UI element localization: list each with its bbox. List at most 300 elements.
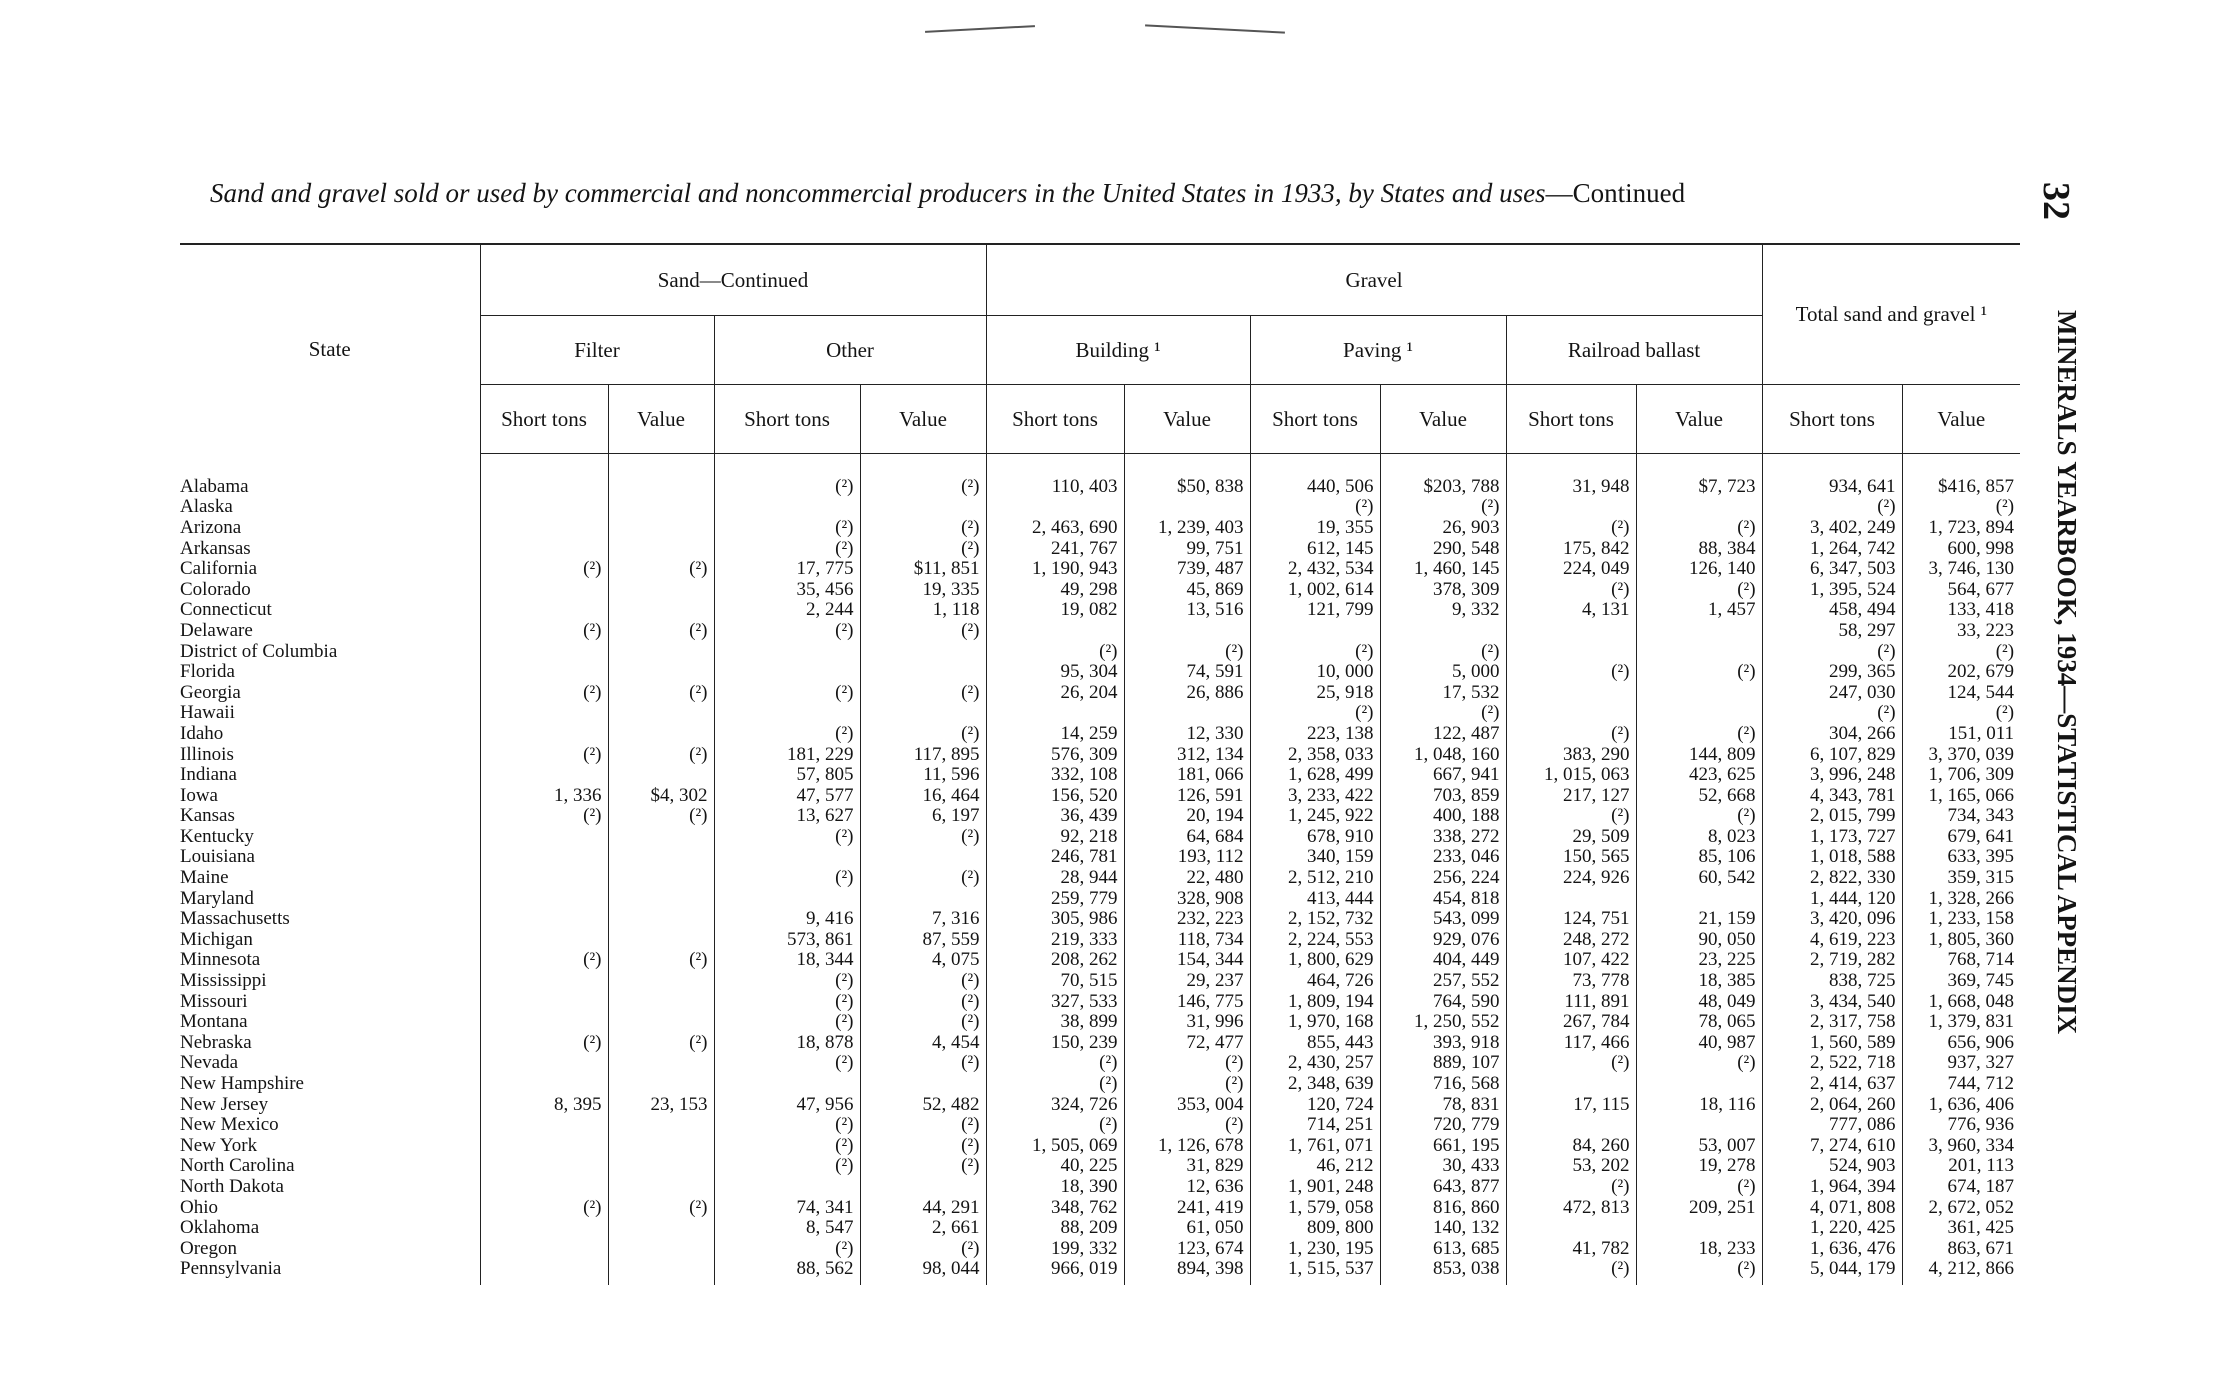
filter-short-tons-cell: [480, 1176, 608, 1197]
other-value-cell: [860, 641, 986, 662]
railroad-value-cell: (²): [1636, 579, 1762, 600]
paving-value-cell: 853, 038: [1380, 1259, 1506, 1286]
filter-value-header: Value: [608, 385, 714, 454]
railroad-short-tons-cell: 124, 751: [1506, 908, 1636, 929]
other-short-tons-cell: 8, 547: [714, 1217, 860, 1238]
state-cell: District of Columbia: [180, 640, 338, 662]
filter-short-tons-cell: [480, 1011, 608, 1032]
other-value-cell: 4, 075: [860, 950, 986, 971]
table-body: [180, 454, 2020, 1286]
total-value-cell: 4, 212, 866: [1902, 1259, 2020, 1286]
table-row: [180, 497, 2020, 518]
other-value-cell: [860, 661, 986, 682]
railroad-value-cell: [1636, 497, 1762, 518]
filter-value-cell: [608, 1053, 714, 1074]
railroad-short-tons-cell: (²): [1506, 661, 1636, 682]
table-row: [180, 454, 2020, 497]
total-value-cell: 744, 712: [1902, 1073, 2020, 1094]
other-value-cell: 19, 335: [860, 579, 986, 600]
total-short-tons-cell: 3, 996, 248: [1762, 764, 1902, 785]
railroad-short-tons-cell: 150, 565: [1506, 847, 1636, 868]
filter-value-cell: [608, 1238, 714, 1259]
building-short-tons-cell: 95, 304: [986, 661, 1124, 682]
state-cell: North Carolina: [180, 1155, 295, 1177]
filter-short-tons-cell: (²): [480, 620, 608, 641]
filter-value-cell: [608, 497, 714, 518]
building-value-cell: (²): [1124, 1073, 1250, 1094]
paving-value-cell: 661, 195: [1380, 1135, 1506, 1156]
table-row: [180, 1135, 2020, 1156]
filter-short-tons-cell: [480, 847, 608, 868]
other-short-tons-cell: [714, 1073, 860, 1094]
other-value-header: Value: [860, 385, 986, 454]
total-header: Total sand and gravel ¹: [1762, 244, 2020, 385]
total-value-cell: $416, 857: [1902, 454, 2020, 497]
other-value-cell: (²): [860, 1053, 986, 1074]
railroad-value-cell: [1636, 682, 1762, 703]
building-value-cell: 61, 050: [1124, 1217, 1250, 1238]
filter-value-cell: (²): [608, 682, 714, 703]
railroad-short-tons-cell: [1506, 620, 1636, 641]
total-value-header: Value: [1902, 385, 2020, 454]
railroad-value-cell: 52, 668: [1636, 785, 1762, 806]
other-short-tons-cell: [714, 641, 860, 662]
building-value-cell: 181, 066: [1124, 764, 1250, 785]
state-cell: New Mexico: [180, 1114, 279, 1135]
filter-value-cell: (²): [608, 950, 714, 971]
state-cell: New Hampshire: [180, 1073, 304, 1094]
other-value-cell: 117, 895: [860, 744, 986, 765]
railroad-value-cell: [1636, 703, 1762, 724]
other-short-tons-cell: 17, 775: [714, 558, 860, 579]
paving-short-tons-cell: 2, 348, 639: [1250, 1073, 1380, 1094]
filter-short-tons-cell: [480, 454, 608, 497]
filter-value-cell: $4, 302: [608, 785, 714, 806]
table-row: [180, 1094, 2020, 1115]
building-value-cell: 1, 126, 678: [1124, 1135, 1250, 1156]
filter-value-cell: [608, 1135, 714, 1156]
paving-value-cell: 378, 309: [1380, 579, 1506, 600]
railroad-value-cell: 40, 987: [1636, 1032, 1762, 1053]
state-cell: Oklahoma: [180, 1217, 260, 1238]
filter-value-cell: [608, 1011, 714, 1032]
table-row: [180, 929, 2020, 950]
total-value-cell: 1, 706, 309: [1902, 764, 2020, 785]
building-value-cell: 20, 194: [1124, 806, 1250, 827]
total-value-cell: (²): [1902, 641, 2020, 662]
building-short-tons-cell: 88, 209: [986, 1217, 1124, 1238]
table-row: [180, 1156, 2020, 1177]
table-caption: [210, 178, 2000, 209]
paving-value-cell: 543, 099: [1380, 908, 1506, 929]
state-cell: Kentucky: [180, 826, 254, 847]
paving-value-cell: 1, 250, 552: [1380, 1011, 1506, 1032]
building-short-tons-cell: 219, 333: [986, 929, 1124, 950]
table-row: [180, 723, 2020, 744]
building-short-tons-cell: 1, 505, 069: [986, 1135, 1124, 1156]
table-row: [180, 620, 2020, 641]
paving-short-tons-cell: 3, 233, 422: [1250, 785, 1380, 806]
total-value-cell: 33, 223: [1902, 620, 2020, 641]
building-value-cell: [1124, 703, 1250, 724]
building-short-tons-cell: 2, 463, 690: [986, 517, 1124, 538]
paving-value-cell: 233, 046: [1380, 847, 1506, 868]
filter-short-tons-cell: [480, 579, 608, 600]
other-value-cell: 2, 661: [860, 1217, 986, 1238]
building-value-cell: 31, 996: [1124, 1011, 1250, 1032]
total-value-cell: 1, 723, 894: [1902, 517, 2020, 538]
paving-value-cell: 256, 224: [1380, 867, 1506, 888]
building-value-cell: 312, 134: [1124, 744, 1250, 765]
railroad-value-cell: [1636, 1114, 1762, 1135]
paving-short-tons-cell: 223, 138: [1250, 723, 1380, 744]
railroad-short-tons-cell: 29, 509: [1506, 826, 1636, 847]
railroad-short-tons-cell: [1506, 1073, 1636, 1094]
other-short-tons-cell: 35, 456: [714, 579, 860, 600]
building-short-tons-cell: 259, 779: [986, 888, 1124, 909]
filter-short-tons-cell: [480, 970, 608, 991]
filter-short-tons-header: Short tons: [480, 385, 608, 454]
total-short-tons-cell: 5, 044, 179: [1762, 1259, 1902, 1286]
paving-value-cell: 643, 877: [1380, 1176, 1506, 1197]
total-short-tons-cell: 2, 317, 758: [1762, 1011, 1902, 1032]
other-short-tons-cell: (²): [714, 1053, 860, 1074]
other-short-tons-cell: 9, 416: [714, 908, 860, 929]
total-short-tons-cell: 1, 964, 394: [1762, 1176, 1902, 1197]
paving-short-tons-header: Short tons: [1250, 385, 1380, 454]
paving-value-cell: 720, 779: [1380, 1114, 1506, 1135]
building-short-tons-cell: [986, 620, 1124, 641]
total-short-tons-cell: 7, 274, 610: [1762, 1135, 1902, 1156]
sand-continued-header: Sand—Continued: [480, 244, 986, 316]
total-short-tons-cell: 4, 343, 781: [1762, 785, 1902, 806]
paving-short-tons-cell: 340, 159: [1250, 847, 1380, 868]
railroad-short-tons-cell: [1506, 1217, 1636, 1238]
filter-short-tons-cell: [480, 1238, 608, 1259]
table-row: [180, 847, 2020, 868]
total-short-tons-cell: 6, 107, 829: [1762, 744, 1902, 765]
filter-value-cell: [608, 454, 714, 497]
total-short-tons-cell: (²): [1762, 641, 1902, 662]
building-short-tons-cell: 332, 108: [986, 764, 1124, 785]
state-cell: Maryland: [180, 887, 254, 909]
other-short-tons-cell: [714, 1176, 860, 1197]
table-row: [180, 517, 2020, 538]
other-short-tons-cell: (²): [714, 867, 860, 888]
state-cell: Idaho: [180, 723, 224, 744]
paving-short-tons-cell: 855, 443: [1250, 1032, 1380, 1053]
building-short-tons-cell: 40, 225: [986, 1156, 1124, 1177]
building-value-cell: (²): [1124, 641, 1250, 662]
railroad-short-tons-cell: [1506, 641, 1636, 662]
railroad-value-cell: 23, 225: [1636, 950, 1762, 971]
railroad-ballast-header: Railroad ballast: [1506, 316, 1762, 385]
total-value-cell: 633, 395: [1902, 847, 2020, 868]
other-short-tons-cell: [714, 847, 860, 868]
filter-value-cell: 23, 153: [608, 1094, 714, 1115]
total-value-cell: 1, 328, 266: [1902, 888, 2020, 909]
total-short-tons-cell: (²): [1762, 497, 1902, 518]
building-short-tons-cell: 348, 762: [986, 1197, 1124, 1218]
other-short-tons-cell: (²): [714, 723, 860, 744]
table-row: [180, 1238, 2020, 1259]
paving-short-tons-cell: 2, 512, 210: [1250, 867, 1380, 888]
table-row: [180, 1259, 2020, 1286]
other-value-cell: [860, 703, 986, 724]
building-short-tons-cell: [986, 703, 1124, 724]
filter-short-tons-cell: (²): [480, 1032, 608, 1053]
total-value-cell: 768, 714: [1902, 950, 2020, 971]
table-row: [180, 1053, 2020, 1074]
other-value-cell: (²): [860, 1238, 986, 1259]
filter-short-tons-cell: 8, 395: [480, 1094, 608, 1115]
total-value-cell: 1, 805, 360: [1902, 929, 2020, 950]
filter-value-cell: [608, 600, 714, 621]
building-short-tons-cell: 156, 520: [986, 785, 1124, 806]
building-value-cell: 193, 112: [1124, 847, 1250, 868]
total-short-tons-cell: 247, 030: [1762, 682, 1902, 703]
building-value-cell: 328, 908: [1124, 888, 1250, 909]
state-cell: Georgia: [180, 681, 241, 703]
railroad-short-tons-cell: 31, 948: [1506, 454, 1636, 497]
filter-short-tons-cell: (²): [480, 682, 608, 703]
other-value-cell: (²): [860, 682, 986, 703]
other-value-cell: (²): [860, 970, 986, 991]
paving-short-tons-cell: [1250, 620, 1380, 641]
other-value-cell: 1, 118: [860, 600, 986, 621]
total-value-cell: 124, 544: [1902, 682, 2020, 703]
filter-value-cell: [608, 1217, 714, 1238]
filter-value-cell: [608, 1259, 714, 1286]
paving-short-tons-cell: 25, 918: [1250, 682, 1380, 703]
paving-value-cell: 338, 272: [1380, 826, 1506, 847]
building-value-cell: [1124, 497, 1250, 518]
filter-value-cell: [608, 538, 714, 559]
building-short-tons-header: Short tons: [986, 385, 1124, 454]
building-short-tons-cell: 241, 767: [986, 538, 1124, 559]
railroad-value-cell: [1636, 620, 1762, 641]
total-value-cell: 3, 960, 334: [1902, 1135, 2020, 1156]
other-value-cell: (²): [860, 991, 986, 1012]
filter-value-cell: [608, 1073, 714, 1094]
state-cell: Nevada: [180, 1052, 239, 1074]
railroad-value-cell: 18, 385: [1636, 970, 1762, 991]
building-value-cell: 146, 775: [1124, 991, 1250, 1012]
railroad-value-cell: 1, 457: [1636, 600, 1762, 621]
state-cell: Alabama: [180, 475, 249, 497]
building-value-cell: [1124, 620, 1250, 641]
other-value-cell: 16, 464: [860, 785, 986, 806]
filter-value-cell: [608, 517, 714, 538]
paving-short-tons-cell: 1, 515, 537: [1250, 1259, 1380, 1286]
other-value-cell: [860, 497, 986, 518]
table-row: [180, 950, 2020, 971]
other-short-tons-cell: (²): [714, 1114, 860, 1135]
table-row: [180, 764, 2020, 785]
railroad-short-tons-cell: (²): [1506, 723, 1636, 744]
table-row: [180, 888, 2020, 909]
other-short-tons-header: Short tons: [714, 385, 860, 454]
railroad-value-cell: 209, 251: [1636, 1197, 1762, 1218]
other-value-cell: (²): [860, 1135, 986, 1156]
building-value-cell: 118, 734: [1124, 929, 1250, 950]
total-value-cell: 133, 418: [1902, 600, 2020, 621]
filter-short-tons-cell: 1, 336: [480, 785, 608, 806]
paving-value-cell: 9, 332: [1380, 600, 1506, 621]
state-cell: Florida: [180, 661, 235, 682]
railroad-short-tons-cell: 107, 422: [1506, 950, 1636, 971]
paving-value-cell: 30, 433: [1380, 1156, 1506, 1177]
building-short-tons-cell: [986, 497, 1124, 518]
filter-value-cell: [608, 1176, 714, 1197]
state-cell: Minnesota: [180, 949, 261, 971]
total-short-tons-cell: 2, 522, 718: [1762, 1053, 1902, 1074]
railroad-value-cell: (²): [1636, 1176, 1762, 1197]
filter-value-cell: [608, 703, 714, 724]
building-short-tons-cell: 28, 944: [986, 867, 1124, 888]
paving-value-cell: 613, 685: [1380, 1238, 1506, 1259]
paving-value-cell: (²): [1380, 497, 1506, 518]
paving-value-cell: 716, 568: [1380, 1073, 1506, 1094]
other-value-cell: (²): [860, 867, 986, 888]
other-short-tons-cell: [714, 661, 860, 682]
filter-value-cell: (²): [608, 1197, 714, 1218]
railroad-value-cell: [1636, 641, 1762, 662]
paving-short-tons-cell: 2, 224, 553: [1250, 929, 1380, 950]
railroad-short-tons-cell: [1506, 1114, 1636, 1135]
total-value-cell: 151, 011: [1902, 723, 2020, 744]
total-value-cell: 1, 233, 158: [1902, 908, 2020, 929]
total-short-tons-cell: 58, 297: [1762, 620, 1902, 641]
building-short-tons-cell: 26, 204: [986, 682, 1124, 703]
railroad-value-header: Value: [1636, 385, 1762, 454]
filter-short-tons-cell: [480, 1135, 608, 1156]
railroad-value-cell: 423, 625: [1636, 764, 1762, 785]
filter-short-tons-cell: [480, 929, 608, 950]
building-short-tons-cell: 1, 190, 943: [986, 558, 1124, 579]
railroad-short-tons-cell: 53, 202: [1506, 1156, 1636, 1177]
paving-short-tons-cell: 809, 800: [1250, 1217, 1380, 1238]
paving-short-tons-cell: 1, 230, 195: [1250, 1238, 1380, 1259]
total-short-tons-cell: 1, 444, 120: [1762, 888, 1902, 909]
railroad-value-cell: [1636, 1217, 1762, 1238]
table-row: [180, 970, 2020, 991]
railroad-value-cell: 78, 065: [1636, 1011, 1762, 1032]
paving-short-tons-cell: 1, 809, 194: [1250, 991, 1380, 1012]
building-value-cell: 739, 487: [1124, 558, 1250, 579]
other-short-tons-cell: 47, 956: [714, 1094, 860, 1115]
total-short-tons-header: Short tons: [1762, 385, 1902, 454]
paving-value-cell: 454, 818: [1380, 888, 1506, 909]
railroad-value-cell: 21, 159: [1636, 908, 1762, 929]
state-cell: Oregon: [180, 1237, 237, 1259]
building-short-tons-cell: 92, 218: [986, 826, 1124, 847]
state-cell: New York: [180, 1135, 258, 1156]
total-short-tons-cell: 2, 015, 799: [1762, 806, 1902, 827]
building-short-tons-cell: 246, 781: [986, 847, 1124, 868]
building-short-tons-cell: 324, 726: [986, 1094, 1124, 1115]
railroad-short-tons-cell: 111, 891: [1506, 991, 1636, 1012]
other-short-tons-cell: [714, 497, 860, 518]
other-value-cell: 87, 559: [860, 929, 986, 950]
building-value-cell: 74, 591: [1124, 661, 1250, 682]
paving-short-tons-cell: 121, 799: [1250, 600, 1380, 621]
table-row: [180, 806, 2020, 827]
building-short-tons-cell: 150, 239: [986, 1032, 1124, 1053]
total-short-tons-cell: 2, 822, 330: [1762, 867, 1902, 888]
table-row: [180, 641, 2020, 662]
other-short-tons-cell: 88, 562: [714, 1259, 860, 1286]
railroad-short-tons-header: Short tons: [1506, 385, 1636, 454]
filter-value-cell: (²): [608, 558, 714, 579]
other-short-tons-cell: (²): [714, 517, 860, 538]
filter-short-tons-cell: [480, 1073, 608, 1094]
other-value-cell: 44, 291: [860, 1197, 986, 1218]
filter-short-tons-cell: (²): [480, 1197, 608, 1218]
other-value-cell: [860, 1176, 986, 1197]
filter-short-tons-cell: [480, 1156, 608, 1177]
other-value-cell: (²): [860, 538, 986, 559]
building-short-tons-cell: (²): [986, 1053, 1124, 1074]
filter-value-cell: [608, 867, 714, 888]
paving-value-cell: 17, 532: [1380, 682, 1506, 703]
filter-value-cell: [608, 970, 714, 991]
other-short-tons-cell: 74, 341: [714, 1197, 860, 1218]
table-row: [180, 1197, 2020, 1218]
building-short-tons-cell: 327, 533: [986, 991, 1124, 1012]
other-short-tons-cell: (²): [714, 538, 860, 559]
table-row: [180, 785, 2020, 806]
railroad-value-cell: 18, 233: [1636, 1238, 1762, 1259]
total-value-cell: 776, 936: [1902, 1114, 2020, 1135]
filter-short-tons-cell: (²): [480, 744, 608, 765]
railroad-short-tons-cell: 84, 260: [1506, 1135, 1636, 1156]
filter-value-cell: [608, 908, 714, 929]
other-value-cell: [860, 847, 986, 868]
paving-value-header: Value: [1380, 385, 1506, 454]
total-short-tons-cell: 3, 420, 096: [1762, 908, 1902, 929]
paving-value-cell: 78, 831: [1380, 1094, 1506, 1115]
paving-value-cell: 257, 552: [1380, 970, 1506, 991]
filter-short-tons-cell: [480, 888, 608, 909]
filter-header: Filter: [480, 316, 714, 385]
state-cell: Massachusetts: [180, 908, 290, 930]
other-short-tons-cell: (²): [714, 826, 860, 847]
filter-short-tons-cell: [480, 703, 608, 724]
building-short-tons-cell: 305, 986: [986, 908, 1124, 929]
caption-main: Sand and gravel sold or used by commercial and noncommercial producers in the United States in 1933, by States and uses: [210, 178, 1546, 208]
building-value-cell: 232, 223: [1124, 908, 1250, 929]
page-number: 32: [2035, 182, 2077, 220]
total-value-cell: 734, 343: [1902, 806, 2020, 827]
paving-short-tons-cell: 1, 628, 499: [1250, 764, 1380, 785]
building-value-cell: 126, 591: [1124, 785, 1250, 806]
state-cell: New Jersey: [180, 1093, 269, 1115]
paving-short-tons-cell: (²): [1250, 641, 1380, 662]
building-value-cell: 12, 330: [1124, 723, 1250, 744]
other-value-cell: (²): [860, 1114, 986, 1135]
building-value-cell: 72, 477: [1124, 1032, 1250, 1053]
building-short-tons-cell: 18, 390: [986, 1176, 1124, 1197]
other-short-tons-cell: 181, 229: [714, 744, 860, 765]
building-short-tons-cell: 19, 082: [986, 600, 1124, 621]
paving-value-cell: (²): [1380, 703, 1506, 724]
railroad-value-cell: 85, 106: [1636, 847, 1762, 868]
building-value-cell: 26, 886: [1124, 682, 1250, 703]
building-value-cell: (²): [1124, 1053, 1250, 1074]
total-short-tons-cell: 1, 395, 524: [1762, 579, 1902, 600]
total-short-tons-cell: 1, 264, 742: [1762, 538, 1902, 559]
